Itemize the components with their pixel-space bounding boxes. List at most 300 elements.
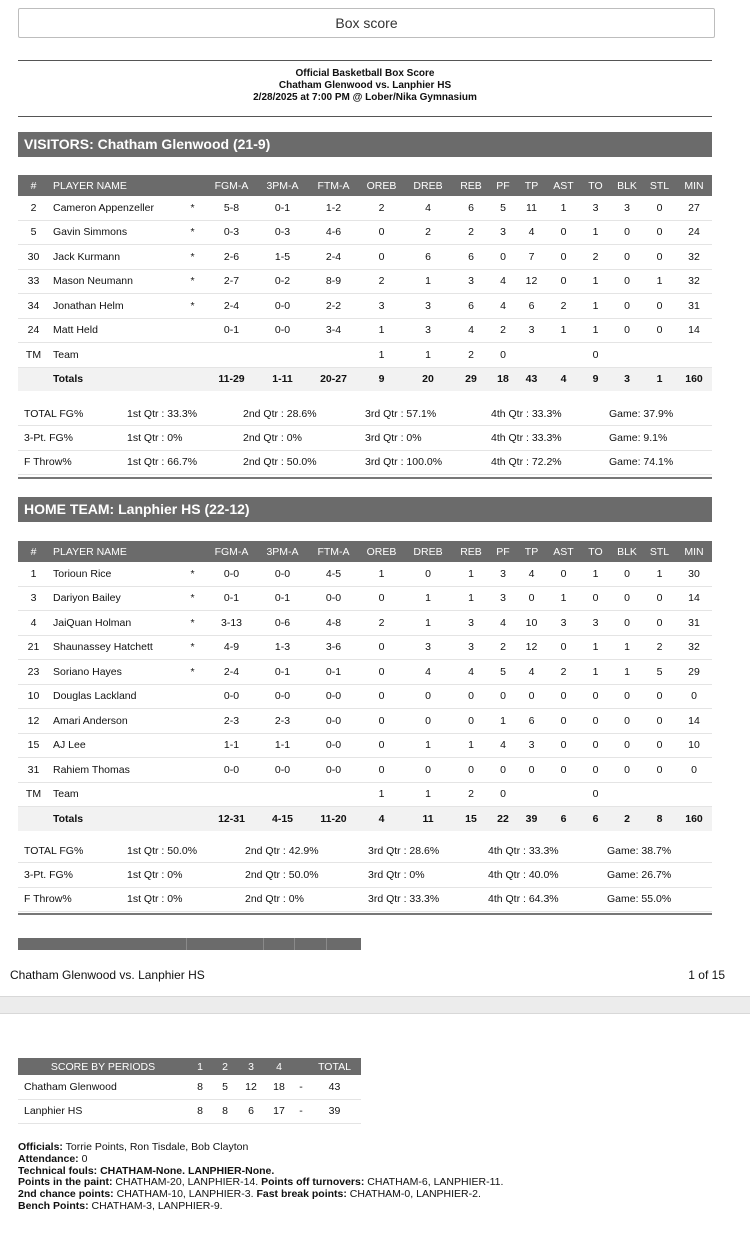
percentage-cell: 3rd Qtr : 0% [359,426,485,450]
stat-cell: 9 [359,367,404,391]
stat-cell: 1-3 [257,635,308,660]
stat-cell [547,782,580,807]
paint-points-line: Points in the paint: CHATHAM-20, LANPHIER-14. Points off turnovers: CHATHAM-6, LANPHIER-11. [18,1176,504,1189]
table-row [18,782,712,807]
stat-cell: 0 [676,758,712,783]
stat-cell: 0 [643,758,676,783]
player-name-cell: Gavin Simmons [49,220,179,245]
stat-cell: 6 [452,245,490,270]
percentage-cell: Game: 74.1% [603,450,712,474]
stat-cell: 31 [676,611,712,636]
stat-cell: 0-3 [206,220,257,245]
stat-cell: 0 [490,758,516,783]
percentage-cell: 4th Qtr : 33.3% [485,402,603,426]
player-name-cell: Team [49,343,179,368]
stat-cell: 27 [676,196,712,220]
player-name-cell: JaiQuan Holman [49,611,179,636]
home-box-score-table [18,541,712,831]
stat-cell: 0 [359,635,404,660]
stat-cell: 32 [676,245,712,270]
home-col-header: STL [643,541,676,562]
stat-cell: 1 [580,318,611,343]
player-name-cell: AJ Lee [49,733,179,758]
stat-cell: 0 [452,684,490,709]
stat-cell: 0 [611,733,643,758]
stat-cell: 0 [611,758,643,783]
stat-cell: 0 [676,684,712,709]
score-cell: - [294,1075,308,1099]
stat-cell: 0 [547,220,580,245]
stat-cell: 1-2 [308,196,359,220]
stat-cell: 10 [676,733,712,758]
stat-cell: 1-1 [206,733,257,758]
stat-cell [676,782,712,807]
home-team-bar: HOME TEAM: Lanphier HS (22-12) [18,497,712,522]
percentage-cell: F Throw% [18,450,121,474]
visitors-col-header: PF [490,175,516,196]
stat-cell: 1 [580,562,611,586]
stat-cell: 0 [490,684,516,709]
stat-cell [179,733,206,758]
stat-cell: 4 [452,660,490,685]
footer-game-title: Chatham Glenwood vs. Lanphier HS [10,968,205,982]
stat-cell: 3 [18,586,49,611]
stat-cell: 1 [580,294,611,319]
percentage-cell: TOTAL FG% [18,402,121,426]
stat-cell: 5 [18,220,49,245]
score-cell: 17 [264,1099,294,1124]
stat-cell: 0 [643,684,676,709]
stat-cell: 0 [643,294,676,319]
stat-cell: * [179,586,206,611]
stat-cell: 24 [676,220,712,245]
stat-cell: 21 [18,635,49,660]
table-row [18,343,712,368]
stat-cell: 2 [359,269,404,294]
stat-cell: 4 [18,611,49,636]
score-cell: 8 [212,1099,238,1124]
stat-cell: 0-0 [206,758,257,783]
stat-cell: 11-20 [308,807,359,831]
percentage-row [18,426,712,450]
periods-col-header: 2 [212,1058,238,1075]
score-cell: 8 [188,1099,212,1124]
stat-cell: 6 [547,807,580,831]
stat-cell: 2 [490,318,516,343]
technical-fouls-line: Technical fouls: CHATHAM-None. LANPHIER-None. [18,1164,275,1177]
stat-cell: 0 [580,709,611,734]
stat-cell: 1 [452,562,490,586]
player-name-cell: Totals [49,367,179,391]
stat-cell: 3 [404,294,452,319]
stat-cell: 0-0 [257,758,308,783]
visitors-col-header: 3PM-A [257,175,308,196]
stat-cell: 14 [676,318,712,343]
document-header [18,68,712,104]
stat-cell: 0 [611,245,643,270]
stat-cell: TM [18,343,49,368]
table-row [18,196,712,220]
stat-cell: 2-2 [308,294,359,319]
visitors-team-bar: VISITORS: Chatham Glenwood (21-9) [18,132,712,157]
stat-cell: 3 [490,562,516,586]
stat-cell: 4 [516,220,547,245]
stat-cell: 0 [516,684,547,709]
stat-cell: 0 [547,733,580,758]
stat-cell: * [179,294,206,319]
table-row [18,318,712,343]
stat-cell: 0 [547,684,580,709]
score-cell: 6 [238,1099,264,1124]
stat-cell: 3 [452,269,490,294]
stat-cell: 4-15 [257,807,308,831]
stat-cell: 2-7 [206,269,257,294]
stat-cell: 3 [404,635,452,660]
stat-cell: 5 [643,660,676,685]
table-row [18,586,712,611]
player-name-cell: Douglas Lackland [49,684,179,709]
stat-cell: 0-1 [257,196,308,220]
stat-cell: 0 [404,709,452,734]
home-section-divider [18,913,712,915]
stat-cell: * [179,660,206,685]
stat-cell: 1 [547,586,580,611]
stat-cell: 0 [547,269,580,294]
stat-cell [179,367,206,391]
stat-cell: 2 [580,245,611,270]
stat-cell: 0 [359,220,404,245]
visitors-col-header: PLAYER NAME [49,175,179,196]
score-cell: 43 [308,1075,361,1099]
header-line-2: Chatham Glenwood vs. Lanphier HS [278,80,452,91]
stat-cell: 2 [452,220,490,245]
stat-cell [206,343,257,368]
stat-cell: 0 [516,758,547,783]
stat-cell: 11 [516,196,547,220]
visitors-col-header: MIN [676,175,712,196]
stat-cell: 3 [580,611,611,636]
stat-cell: 2-3 [206,709,257,734]
stat-cell: 6 [516,294,547,319]
percentage-cell: 1st Qtr : 66.7% [121,450,237,474]
stat-cell: 1-1 [257,733,308,758]
percentage-cell: 1st Qtr : 0% [121,426,237,450]
stat-cell: 0 [359,709,404,734]
stat-cell: 15 [452,807,490,831]
stat-cell: 4 [490,611,516,636]
stat-cell [308,782,359,807]
stat-cell [206,782,257,807]
table-row [18,269,712,294]
stat-cell [179,318,206,343]
visitors-box-score-table [18,175,712,391]
stat-cell [179,684,206,709]
stat-cell: 22 [490,807,516,831]
bench-points-line: Bench Points: CHATHAM-3, LANPHIER-9. [18,1199,223,1212]
stat-cell: 3 [404,318,452,343]
player-name-cell: Amari Anderson [49,709,179,734]
visitors-totals-row [18,367,712,391]
stat-cell: 4 [359,807,404,831]
percentage-cell: 4th Qtr : 40.0% [482,863,601,887]
percentage-cell: 1st Qtr : 50.0% [121,839,239,863]
percentage-cell: Game: 9.1% [603,426,712,450]
table-row [18,733,712,758]
stat-cell: 1-5 [257,245,308,270]
table-row [18,709,712,734]
stat-cell [179,807,206,831]
stat-cell: 12 [18,709,49,734]
stat-cell: 6 [516,709,547,734]
stat-cell: * [179,611,206,636]
stat-cell: 0 [611,562,643,586]
stat-cell: 23 [18,660,49,685]
stat-cell: * [179,635,206,660]
stat-cell: 2 [452,343,490,368]
percentage-cell: 3rd Qtr : 0% [362,863,482,887]
attendance-line: Attendance: 0 [18,1152,88,1165]
home-header-row [18,541,712,562]
stat-cell: 0-0 [257,684,308,709]
stat-cell: 0 [404,758,452,783]
visitors-header-row [18,175,712,196]
stat-cell: 24 [18,318,49,343]
stat-cell: 10 [516,611,547,636]
stat-cell: 1 [580,635,611,660]
stat-cell: * [179,220,206,245]
stat-cell: 6 [580,807,611,831]
score-cell: - [294,1099,308,1124]
home-totals-row [18,807,712,831]
stat-cell: 0-0 [257,294,308,319]
stat-cell: 0 [452,709,490,734]
stat-cell: 0-0 [308,758,359,783]
stat-cell: TM [18,782,49,807]
stat-cell: 2 [359,196,404,220]
header-divider-bottom [18,116,712,117]
percentage-cell: 1st Qtr : 33.3% [121,402,237,426]
periods-col-header: 3 [238,1058,264,1075]
stat-cell: 3 [516,318,547,343]
home-col-header: TP [516,541,547,562]
stat-cell: 9 [580,367,611,391]
stat-cell: 2 [547,294,580,319]
percentage-cell: 2nd Qtr : 0% [237,426,359,450]
stat-cell: 43 [516,367,547,391]
stat-cell: 4 [516,660,547,685]
table-row [18,758,712,783]
percentage-cell: 4th Qtr : 64.3% [482,887,601,911]
stat-cell: 1 [643,367,676,391]
percentage-cell: 3-Pt. FG% [18,426,121,450]
table-row [18,1099,361,1124]
stat-cell: 4 [404,196,452,220]
header-divider [18,60,712,61]
percentage-cell: 4th Qtr : 33.3% [485,426,603,450]
stat-cell [643,782,676,807]
table-row [18,684,712,709]
stat-cell: 2 [18,196,49,220]
stat-cell: 0 [547,245,580,270]
stat-cell: 0 [643,709,676,734]
stat-cell: 0-3 [257,220,308,245]
visitors-col-header: FGM-A [206,175,257,196]
stat-cell: 0-2 [257,269,308,294]
stat-cell [676,343,712,368]
stat-cell: 4-9 [206,635,257,660]
stat-cell: 2 [452,782,490,807]
stat-cell: 20 [404,367,452,391]
stat-cell: 6 [452,294,490,319]
stat-cell: 0 [359,758,404,783]
stat-cell: 0 [490,343,516,368]
stat-cell [308,343,359,368]
stat-cell: 20-27 [308,367,359,391]
game-notes [18,1142,503,1213]
home-col-header [179,541,206,562]
home-col-header: 3PM-A [257,541,308,562]
stat-cell: 4 [452,318,490,343]
home-col-header: DREB [404,541,452,562]
stat-cell: 30 [18,245,49,270]
stat-cell: 12 [516,269,547,294]
percentage-cell: Game: 37.9% [603,402,712,426]
stat-cell: 11-29 [206,367,257,391]
table-row [18,1075,361,1099]
score-by-periods-table [18,1058,361,1124]
home-col-header: FTM-A [308,541,359,562]
stat-cell: 0 [452,758,490,783]
percentage-row [18,402,712,426]
visitors-col-header [179,175,206,196]
stat-cell: 0-0 [257,562,308,586]
stat-cell [547,343,580,368]
percentage-cell: 2nd Qtr : 42.9% [239,839,362,863]
score-cell: 12 [238,1075,264,1099]
percentage-row [18,450,712,474]
visitors-col-header: TO [580,175,611,196]
footer-page-number: 1 of 15 [688,968,725,982]
stat-cell: 0 [611,611,643,636]
player-name-cell: Rahiem Thomas [49,758,179,783]
periods-col-header [294,1058,308,1075]
home-col-header: TO [580,541,611,562]
stat-cell: 0 [404,562,452,586]
stat-cell: 2-4 [308,245,359,270]
stat-cell: 32 [676,635,712,660]
team-name-cell: Lanphier HS [18,1099,188,1124]
team-name-cell: Chatham Glenwood [18,1075,188,1099]
stat-cell: 0 [611,294,643,319]
player-name-cell: Totals [49,807,179,831]
stat-cell: 29 [452,367,490,391]
stat-cell: 1 [404,611,452,636]
player-name-cell: Soriano Hayes [49,660,179,685]
stat-cell: 3-4 [308,318,359,343]
stat-cell: 0 [580,684,611,709]
stat-cell: 0-1 [206,586,257,611]
stat-cell: 4 [490,269,516,294]
visitors-col-header: DREB [404,175,452,196]
stat-cell: 3 [611,367,643,391]
percentage-row [18,887,712,911]
stat-cell: 3 [490,586,516,611]
stat-cell: 0 [611,709,643,734]
percentage-cell: 1st Qtr : 0% [121,863,239,887]
stat-cell: 1 [359,562,404,586]
stat-cell: 8 [643,807,676,831]
stat-cell [516,343,547,368]
table-row [18,562,712,586]
stat-cell: 160 [676,367,712,391]
percentage-cell: 4th Qtr : 72.2% [485,450,603,474]
table-row [18,611,712,636]
visitors-percentages-table [18,402,712,475]
stat-cell [18,807,49,831]
stat-cell: 0 [547,562,580,586]
stat-cell: 18 [490,367,516,391]
stat-cell: 0 [611,220,643,245]
percentage-cell: 3rd Qtr : 100.0% [359,450,485,474]
stat-cell: 1 [404,733,452,758]
stat-cell: 0 [643,586,676,611]
stat-cell: 8-9 [308,269,359,294]
periods-col-header: 1 [188,1058,212,1075]
home-col-header: REB [452,541,490,562]
stat-cell: 0-0 [308,733,359,758]
stat-cell: 1 [580,220,611,245]
stat-cell: 0 [611,318,643,343]
stat-cell: 0-0 [206,684,257,709]
stat-cell: * [179,562,206,586]
visitors-col-header: STL [643,175,676,196]
stat-cell: 1 [580,660,611,685]
stat-cell: 29 [676,660,712,685]
stat-cell: 0 [547,758,580,783]
stat-cell: 0 [643,196,676,220]
stat-cell: 3 [547,611,580,636]
stat-cell: 0 [580,782,611,807]
home-col-header: # [18,541,49,562]
stat-cell: 0-0 [308,709,359,734]
player-name-cell: Team [49,782,179,807]
stat-cell: * [179,245,206,270]
stat-cell: 1 [404,269,452,294]
stat-cell: 3 [359,294,404,319]
percentage-row [18,839,712,863]
stat-cell: 0 [643,245,676,270]
stat-cell: 1 [452,586,490,611]
stat-cell: 0 [359,660,404,685]
table-row [18,635,712,660]
stat-cell: 0-1 [308,660,359,685]
stat-cell: 0-6 [257,611,308,636]
stat-cell: 1 [580,269,611,294]
percentage-cell: 1st Qtr : 0% [121,887,239,911]
stat-cell: 1 [359,318,404,343]
stat-cell: 0-1 [257,660,308,685]
stat-cell: 0 [404,684,452,709]
stat-cell: * [179,269,206,294]
score-cell: 18 [264,1075,294,1099]
home-col-header: OREB [359,541,404,562]
empty-header-bar [18,938,361,950]
table-row [18,220,712,245]
stat-cell: 0-0 [308,586,359,611]
stat-cell: 10 [18,684,49,709]
stat-cell: 31 [676,294,712,319]
stat-cell: 2-4 [206,294,257,319]
